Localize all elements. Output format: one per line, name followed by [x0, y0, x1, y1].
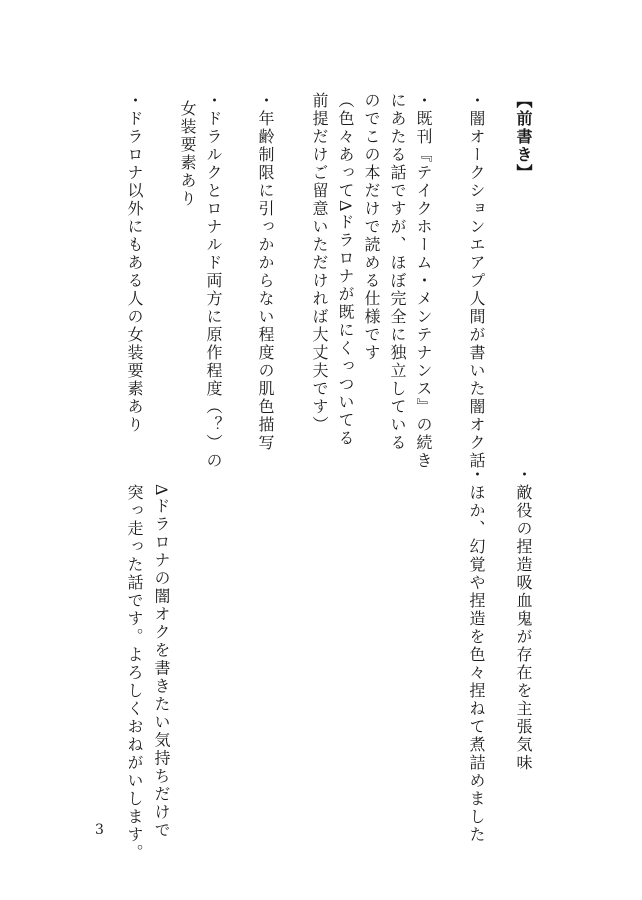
closing-line-1: Δドラロナの闇オクを書きたい気持ちだけで — [152, 484, 171, 840]
note-line-5: （色々あってΔドラロナが既にくっついてる — [336, 92, 355, 448]
note-line-8: ・ドラルクとロナルド両方に原作程度（？）の — [204, 92, 223, 470]
note-line-12: ・ほか、幻覚や捏造を色々捏ねて煮詰めました — [467, 466, 486, 844]
closing-line-2: 突っ走った話です。よろしくおねがいします。 — [125, 484, 144, 862]
page-number: 3 — [95, 822, 104, 838]
note-line-9: 女装要素あり — [178, 100, 197, 208]
note-line-2: ・既刊『テイクホーム・メンテナンス』の続き — [414, 92, 433, 470]
note-line-10: ・ドラロナ以外にもある人の女装要素あり — [125, 92, 144, 434]
foreword-heading: 【前書き】 — [514, 92, 533, 182]
note-line-6: 前提だけご留意いただければ大丈夫です） — [310, 92, 329, 434]
note-line-11: ・敵役の捏造吸血鬼が存在を主張気味 — [514, 466, 533, 772]
note-line-7: ・年齢制限に引っかからない程度の肌色描写 — [256, 92, 275, 452]
note-line-3: にあたる話ですが、ほぼ完全に独立している — [388, 92, 407, 452]
note-line-1: ・闇オークションエアプ人間が書いた闇オク話 — [467, 92, 486, 470]
note-line-4: のでこの本だけで読める仕様です — [362, 92, 381, 362]
